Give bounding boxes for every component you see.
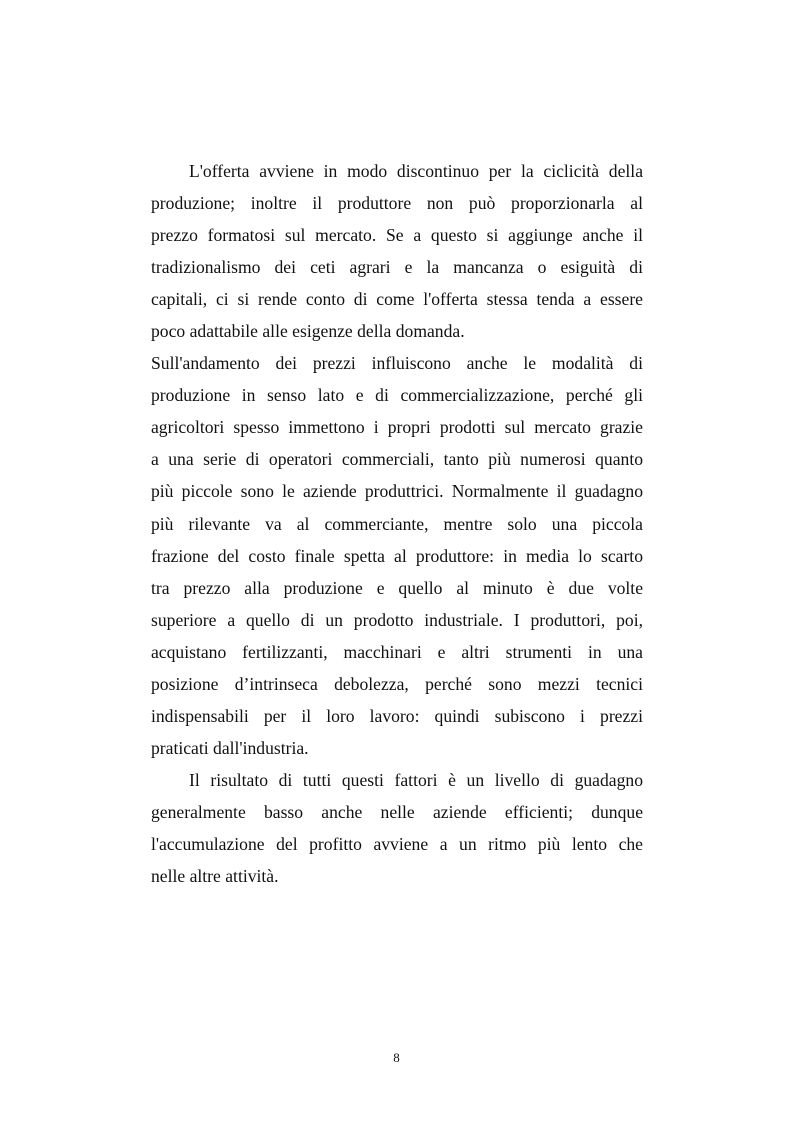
text-line: generalmente basso anche nelle aziende efficienti; dunque <box>151 801 643 822</box>
paragraph <box>151 764 643 892</box>
text-line: agricoltori spesso immettono i propri prodotti sul mercato grazie <box>151 417 643 438</box>
text-line: acquistano fertilizzanti, macchinari e altri strumenti in una <box>151 641 643 662</box>
text-line: capitali, ci si rende conto di come l'offerta stessa tenda a essere <box>151 289 643 310</box>
text-line: superiore a quello di un prodotto industriale. I produttori, poi, <box>151 609 643 630</box>
text-line: produzione; inoltre il produttore non può proporzionarla al <box>151 193 643 214</box>
text-line: frazione del costo finale spetta al produttore: in media lo scarto <box>151 545 643 566</box>
paragraph <box>151 347 643 764</box>
text-line: Sull'andamento dei prezzi influiscono anche le modalità di <box>151 353 643 374</box>
text-line: più piccole sono le aziende produttrici. Normalmente il guadagno <box>151 481 643 502</box>
text-line: L'offerta avviene in modo discontinuo per la ciclicità della <box>189 161 643 181</box>
text-line: praticati dall'industria. <box>151 737 309 758</box>
text-line: a una serie di operatori commerciali, tanto più numerosi quanto <box>151 449 643 470</box>
text-line: tra prezzo alla produzione e quello al minuto è due volte <box>151 577 643 598</box>
paragraph <box>151 155 643 347</box>
text-line: tradizionalismo dei ceti agrari e la mancanza o esiguità di <box>151 257 643 278</box>
text-line: produzione in senso lato e di commercializzazione, perché gli <box>151 385 643 406</box>
text-line: nelle altre attività. <box>151 866 279 887</box>
text-line: l'accumulazione del profitto avviene a un ritmo più lento che <box>151 833 643 854</box>
page-number: 8 <box>393 1050 400 1065</box>
text-line: più rilevante va al commerciante, mentre solo una piccola <box>151 513 643 534</box>
text-line: Il risultato di tutti questi fattori è un livello di guadagno <box>189 769 643 790</box>
text-line: poco adattabile alle esigenze della domanda. <box>151 321 465 342</box>
text-line: prezzo formatosi sul mercato. Se a questo si aggiunge anche il <box>151 225 643 246</box>
body-text <box>151 155 643 892</box>
text-line: posizione d’intrinseca debolezza, perché sono mezzi tecnici <box>151 673 643 694</box>
text-line: indispensabili per il loro lavoro: quindi subiscono i prezzi <box>151 705 643 726</box>
